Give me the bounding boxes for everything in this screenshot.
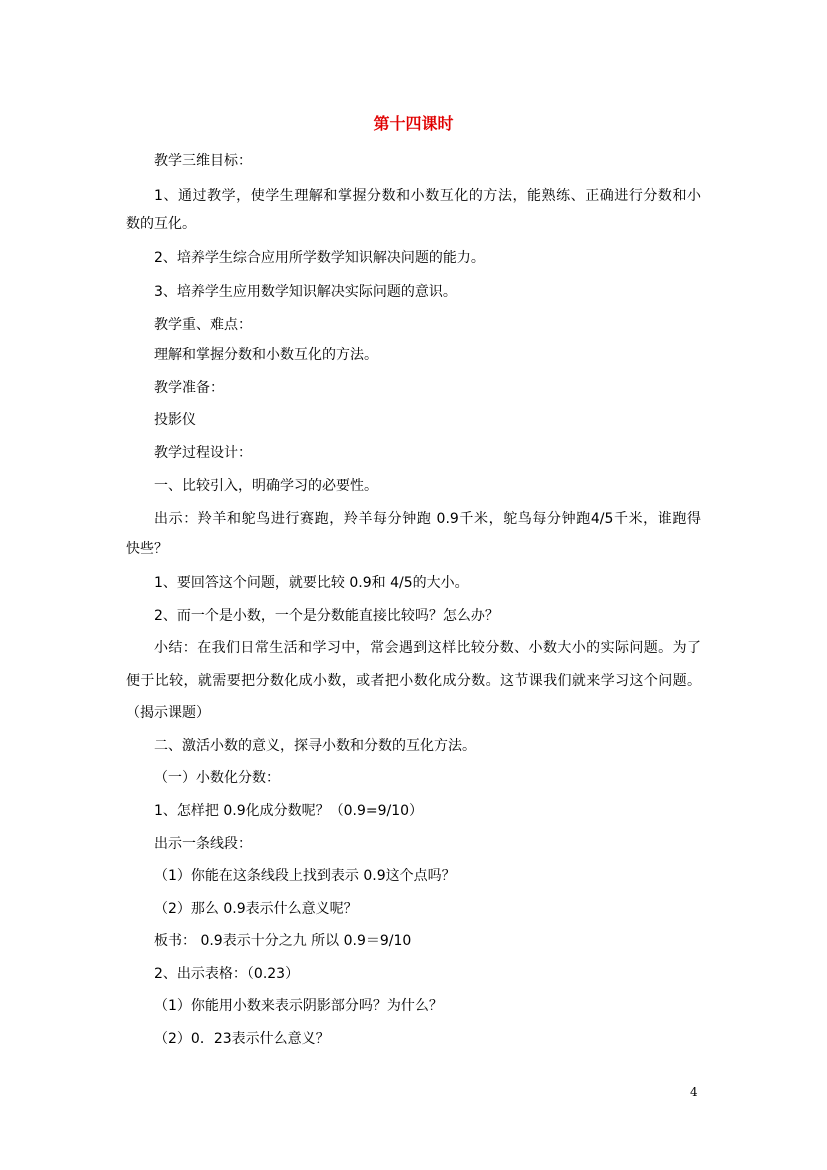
- goal-1-line-1: 1、通过教学，使学生理解和掌握分数和小数互化的方法，能熟练、正确进行分数和小: [154, 188, 701, 204]
- summary-line-2: 便于比较，就需要把分数化成小数，或者把小数化成分数。这节课我们就来学习这个问题。: [126, 673, 701, 689]
- goal-1-line-2: 数的互化。: [126, 216, 196, 232]
- preparation-heading: 教学准备：: [154, 380, 224, 396]
- lesson-title: 第十四课时: [373, 114, 454, 133]
- step-1: 1、要回答这个问题，就要比较 0.9和 4/5的大小。: [154, 575, 469, 591]
- show-line-segment: 出示一条线段：: [154, 836, 252, 852]
- sub-question-3: （1）你能用小数来表示阴影部分吗？为什么？: [154, 998, 443, 1014]
- key-points-heading: 教学重、难点：: [154, 317, 252, 333]
- question-1: 1、怎样把 0.9化成分数呢？（0.9=9/10）: [154, 803, 424, 819]
- subsection-1-heading: （一）小数化分数：: [154, 770, 280, 786]
- section-2-heading: 二、激活小数的意义，探寻小数和分数的互化方法。: [154, 738, 476, 754]
- sub-question-1: （1）你能在这条线段上找到表示 0.9这个点吗？: [154, 868, 456, 884]
- preparation-text: 投影仪: [154, 412, 196, 428]
- problem-line-2: 快些？: [126, 541, 168, 557]
- summary-line-1: 小结：在我们日常生活和学习中，常会遇到这样比较分数、小数大小的实际问题。为了: [154, 640, 701, 656]
- question-2: 2、出示表格：（0.23）: [154, 966, 300, 982]
- summary-line-3: （揭示课题）: [126, 705, 210, 721]
- key-points-text: 理解和掌握分数和小数互化的方法。: [154, 347, 378, 363]
- problem-line-1: 出示：羚羊和鸵鸟进行赛跑，羚羊每分钟跑 0.9千米，鸵鸟每分钟跑4/5千米，谁跑得: [154, 511, 701, 527]
- sub-question-2: （2）那么 0.9表示什么意义呢？: [154, 901, 358, 917]
- process-heading: 教学过程设计：: [154, 445, 252, 461]
- goals-heading: 教学三维目标：: [154, 153, 252, 169]
- page-number: 4: [690, 1085, 698, 1099]
- section-1-heading: 一、比较引入，明确学习的必要性。: [154, 478, 378, 494]
- goal-3: 3、培养学生应用数学知识解决实际问题的意识。: [154, 284, 457, 300]
- board-writing: 板书： 0.9表示十分之九 所以 0.9＝9/10: [154, 933, 412, 949]
- goal-2: 2、培养学生综合应用所学数学知识解决问题的能力。: [154, 250, 485, 266]
- sub-question-4: （2）0．23表示什么意义？: [154, 1031, 330, 1047]
- step-2: 2、而一个是小数，一个是分数能直接比较吗？怎么办？: [154, 608, 499, 624]
